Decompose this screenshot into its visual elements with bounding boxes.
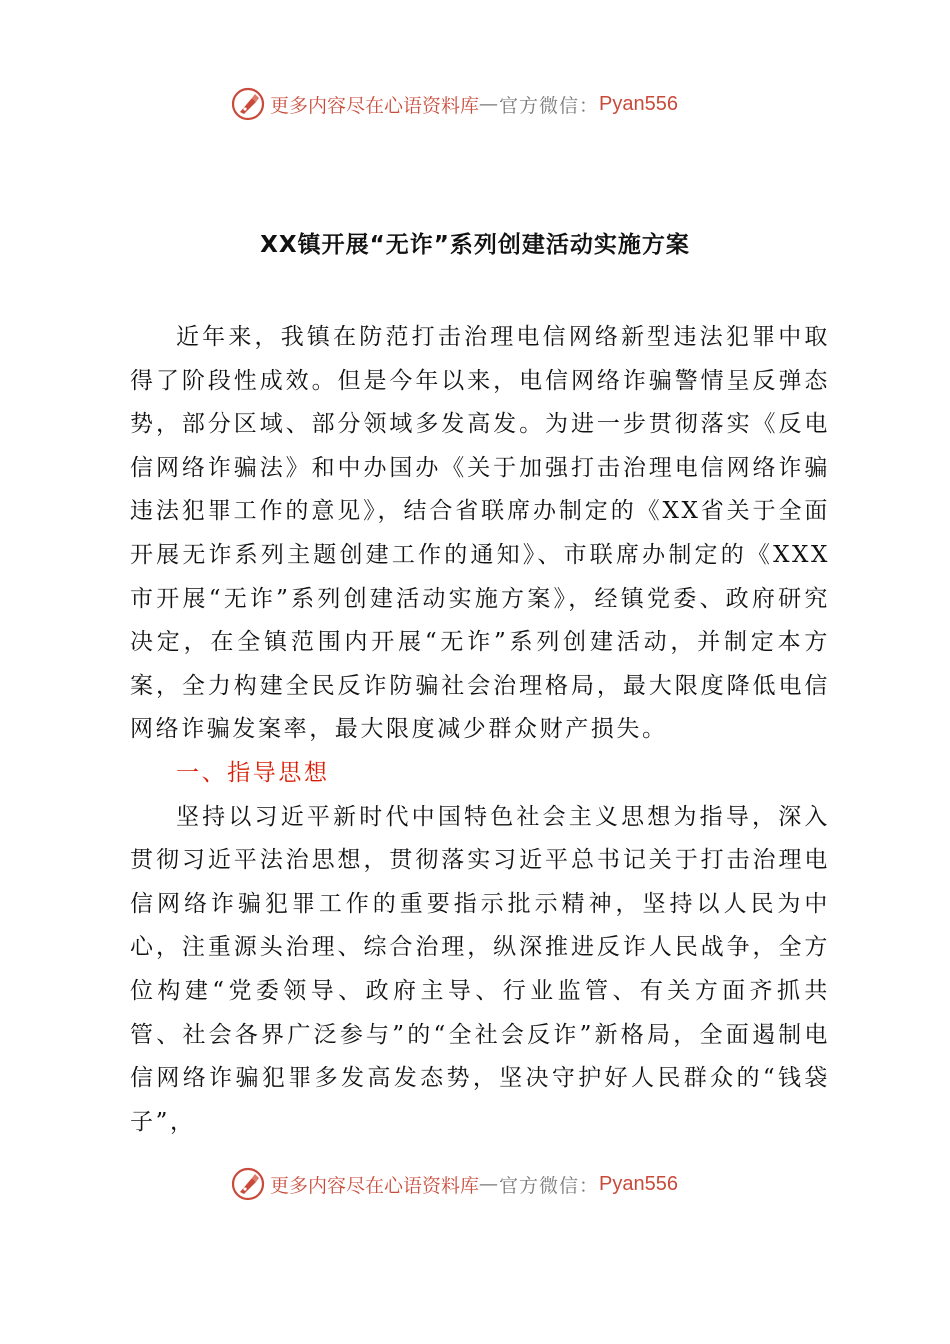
watermark-main-text: 更多内容尽在心语资料库 — [270, 1174, 480, 1197]
document-title: XX镇开展“无诈”系列创建活动实施方案 — [260, 232, 690, 258]
pen-nib-logo-icon — [230, 1166, 266, 1202]
watermark-banner-top — [230, 84, 750, 124]
pen-nib-logo-icon — [230, 86, 266, 122]
watermark-sub-text: 官方微信： — [499, 94, 600, 117]
document-body — [130, 316, 830, 1144]
watermark-wechat-id: Pyan556 — [599, 1172, 678, 1195]
intro-paragraph: 近年来，我镇在防范打击治理电信网络新型违法犯罪中取得了阶段性成效。但是今年以来，电信网络诈骗警情呈反弹态势，部分区域、部分领域多发高发。为进一步贯彻落实《反电信网络诈骗法》和中办国办《关于加强打击治理电信网络诈骗违法犯罪工作的意见》，结合省联席办制定的《XX省关于全面开展无诈系列主题创建工作的通知》、市联席办制定的《XXX市开展“无诈”系列创建活动实施方案》，经镇党委、政府研究决定，在全镇范围内开展“无诈”系列创建活动，并制定本方案，全力构建全民反诈防骗社会治理格局，最大限度降低电信网络诈骗发案率，最大限度减少群众财产损失。 — [130, 324, 830, 743]
watermark-dash: — — [479, 1173, 500, 1195]
watermark-banner-bottom — [230, 1164, 750, 1204]
watermark-wechat-id: Pyan556 — [599, 92, 678, 115]
watermark-main-text: 更多内容尽在心语资料库 — [270, 94, 480, 117]
section-heading: 一、指导思想 — [176, 759, 330, 786]
watermark-sub-text: 官方微信： — [499, 1174, 600, 1197]
section-paragraph: 坚持以习近平新时代中国特色社会主义思想为指导，深入贯彻习近平法治思想，贯彻落实习近平总书记关于打击治理电信网络诈骗犯罪工作的重要指示批示精神，坚持以人民为中心，注重源头治理、综合治理，纵深推进反诈人民战争，全方位构建“党委领导、政府主导、行业监管、有关方面齐抓共管、社会各界广泛参与”的“全社会反诈”新格局，全面遏制电信网络诈骗犯罪多发高发态势，坚决守护好人民群众的“钱袋子”， — [130, 803, 830, 1135]
watermark-dash: — — [479, 93, 500, 115]
